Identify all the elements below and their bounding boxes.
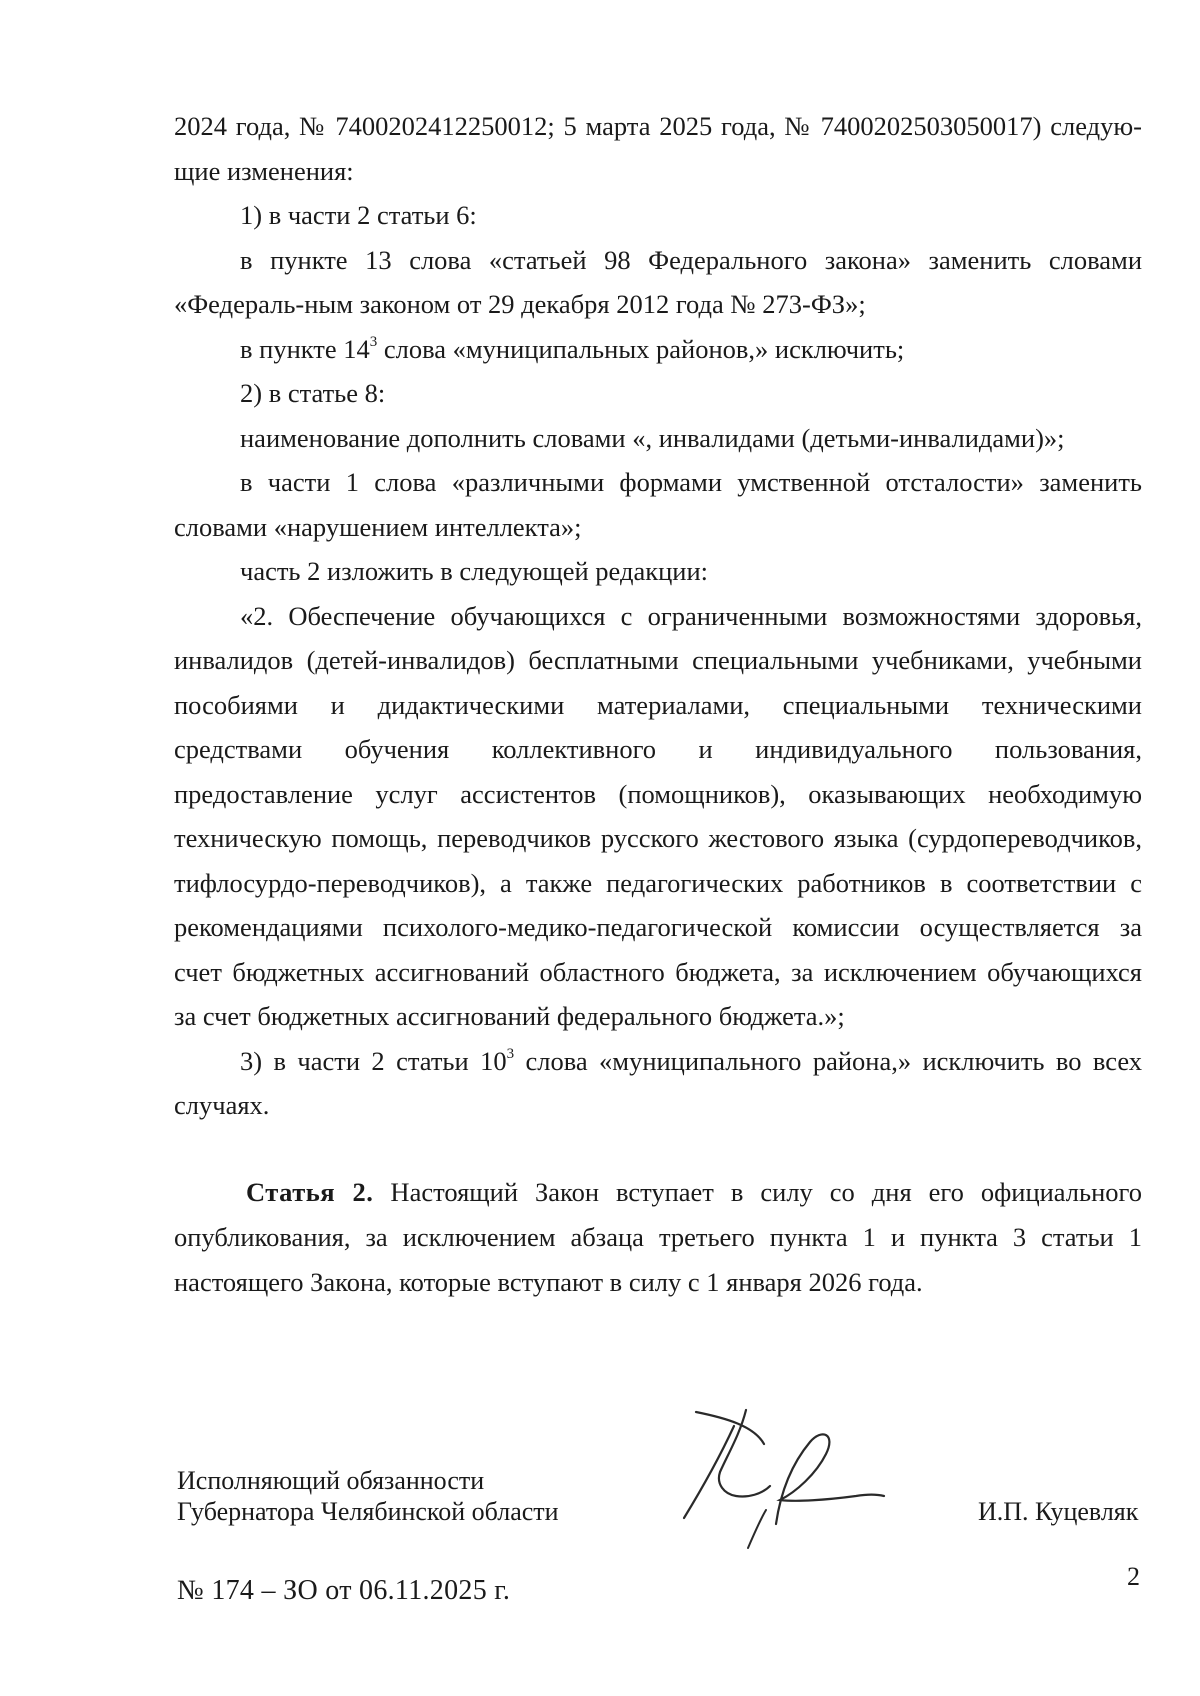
handwritten-signature	[676, 1400, 886, 1550]
text-fragment: слова «муниципального района,» исключить во всех случаях.	[174, 1045, 1142, 1120]
paragraph-item-2-title: наименование дополнить словами «, инвалидами (детьми-инвалидами)»;	[240, 422, 1065, 453]
article-2-text: Настоящий Закон вступает в силу со дня его официального опубликования, за исключением абзаца третьего пункта 1 и пункта 3 статьи 1 настоящего Закона, которые вступают в силу с 1 января 2026 года.	[174, 1177, 1142, 1297]
text-fragment: 3) в части 2 статьи 10	[240, 1045, 507, 1076]
paragraph-item-1-point-13: в пункте 13 слова «статьей 98 Федерального закона» заменить словами «Федераль-ным законом от 29 декабря 2012 года № 273-ФЗ»;	[174, 244, 1142, 319]
article-2	[174, 1170, 1142, 1305]
paragraph-item-1: 1) в части 2 статьи 6:	[240, 200, 477, 230]
text-fragment: слова «муниципальных районов,» исключить;	[377, 333, 905, 364]
paragraph-item-2-part-2-intro: часть 2 изложить в следующей редакции:	[240, 556, 708, 586]
paragraph-continuation: 2024 года, № 7400202412250012; 5 марта 2025 года, № 7400202503050017) следую-щие изменения:	[174, 111, 1142, 186]
signer-name: И.П. Куцевляк	[978, 1497, 1139, 1526]
amendments-text	[174, 104, 1142, 1128]
text-fragment: в пункте 14	[240, 333, 370, 364]
signer-title	[177, 1465, 559, 1527]
signer-title-line-1: Исполняющий обязанности	[177, 1466, 485, 1495]
paragraph-item-2-part-2-text: «2. Обеспечение обучающихся с ограниченными возможностями здоровья, инвалидов (детей-инвалидов) бесплатными специальными учебниками, учебными пособиями и дидактическими материалами, специальными техническими средствами обучения коллективного и индивидуального пользования, предоставление услуг ассистентов (помощников), оказывающих необходимую техническую помощь, переводчиков русского жестового языка (сурдопереводчиков, тифлосурдо-переводчиков), а также педагогических работников в соответствии с рекомендациями психолого-медико-педагогической комиссии осуществляется за счет бюджетных ассигнований областного бюджета, за исключением обучающихся за счет бюджетных ассигнований федерального бюджета.»;	[174, 600, 1142, 1031]
page-number: 2	[1127, 1562, 1140, 1591]
superscript: 3	[369, 333, 378, 350]
signer-title-line-2: Губернатора Челябинской области	[177, 1497, 559, 1526]
paragraph-item-2: 2) в статье 8:	[240, 378, 386, 408]
paragraph-item-2-part-1: в части 1 слова «различными формами умственной отсталости» заменить словами «нарушением интеллекта»;	[174, 467, 1142, 542]
paragraph-item-1-point-14-3	[174, 327, 1142, 372]
superscript: 3	[506, 1045, 515, 1062]
law-number: № 174 – ЗО от 06.11.2025 г.	[177, 1575, 511, 1606]
article-2-label: Статья 2.	[246, 1177, 374, 1207]
paragraph-item-3	[174, 1039, 1142, 1128]
